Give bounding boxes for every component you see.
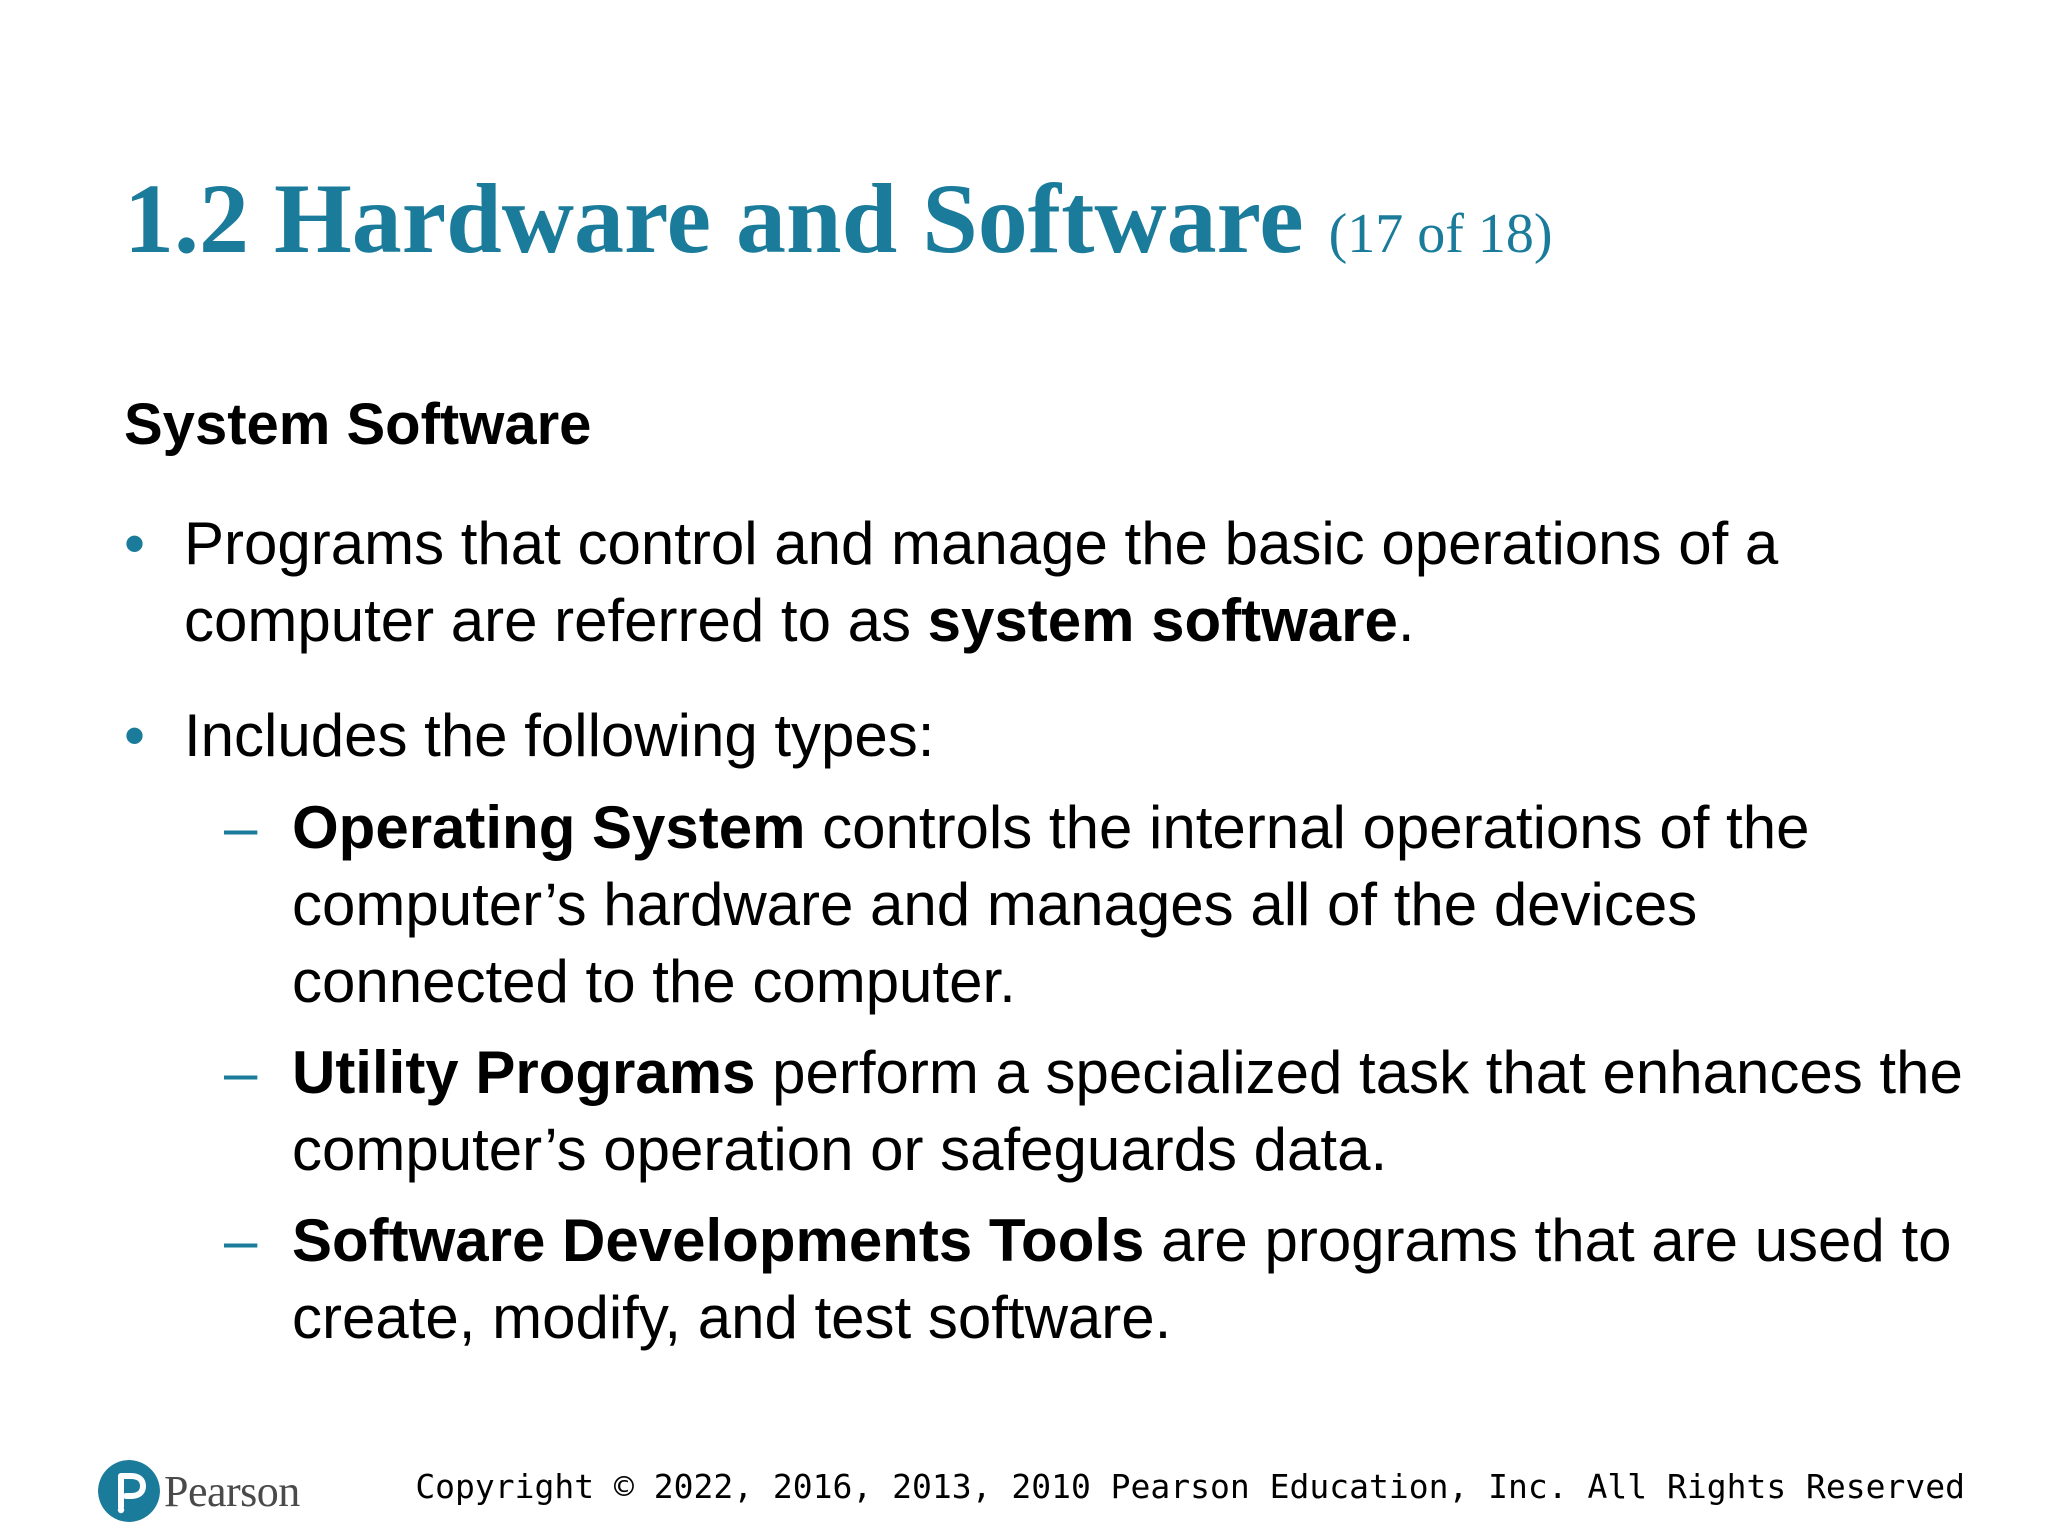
slide-title <box>124 164 1553 274</box>
sub-item-list <box>224 789 1964 1370</box>
bullet-marker: • <box>124 702 146 769</box>
sub-item-utility-programs <box>224 1034 1964 1188</box>
bullet-text <box>184 505 1964 659</box>
sub-item-term: Operating System <box>292 794 806 861</box>
sub-item-marker: – <box>224 1039 258 1106</box>
sub-item-term: Utility Programs <box>292 1039 756 1106</box>
pearson-logo <box>98 1456 300 1526</box>
sub-item-description: controls the internal operations of the computer’s hardware and manages all of the devices connected to the computer. <box>292 794 1810 1015</box>
bullet-text: Includes the following types: <box>184 702 935 769</box>
title-main: 1.2 Hardware and Software <box>124 163 1304 274</box>
sub-item-description: perform a specialized task that enhances the computer’s operation or safeguards data. <box>292 1039 1963 1183</box>
sub-item-marker: – <box>224 1207 258 1274</box>
bullet-text-end: . <box>1397 587 1415 654</box>
bullet-text-bold: system software <box>927 587 1398 654</box>
section-heading: System Software <box>124 392 592 457</box>
sub-item-text <box>292 789 1964 1020</box>
sub-item-marker: – <box>224 794 258 861</box>
sub-item-description: are programs that are used to create, modify, and test software. <box>292 1207 1952 1351</box>
sub-item-operating-system <box>224 789 1964 1020</box>
sub-item-term: Software Developments Tools <box>292 1207 1145 1274</box>
pearson-p-logo-svg <box>98 1460 160 1522</box>
copyright-notice: Copyright © 2022, 2016, 2013, 2010 Pearson Education, Inc. All Rights Reserved <box>415 1467 1965 1506</box>
sub-item-software-development-tools <box>224 1202 1964 1356</box>
bullet-text-plain: Programs that control and manage the basic operations of a computer are referred to as <box>184 510 1779 654</box>
pearson-p-logo-icon <box>98 1460 160 1522</box>
title-counter: (17 of 18) <box>1328 203 1553 265</box>
sub-item-text <box>292 1202 1964 1356</box>
pearson-wordmark: Pearson <box>164 1466 300 1516</box>
bullet-item <box>124 505 1964 659</box>
bullet-marker: • <box>124 510 146 577</box>
sub-item-text <box>292 1034 1964 1188</box>
bullet-item <box>124 697 1964 774</box>
